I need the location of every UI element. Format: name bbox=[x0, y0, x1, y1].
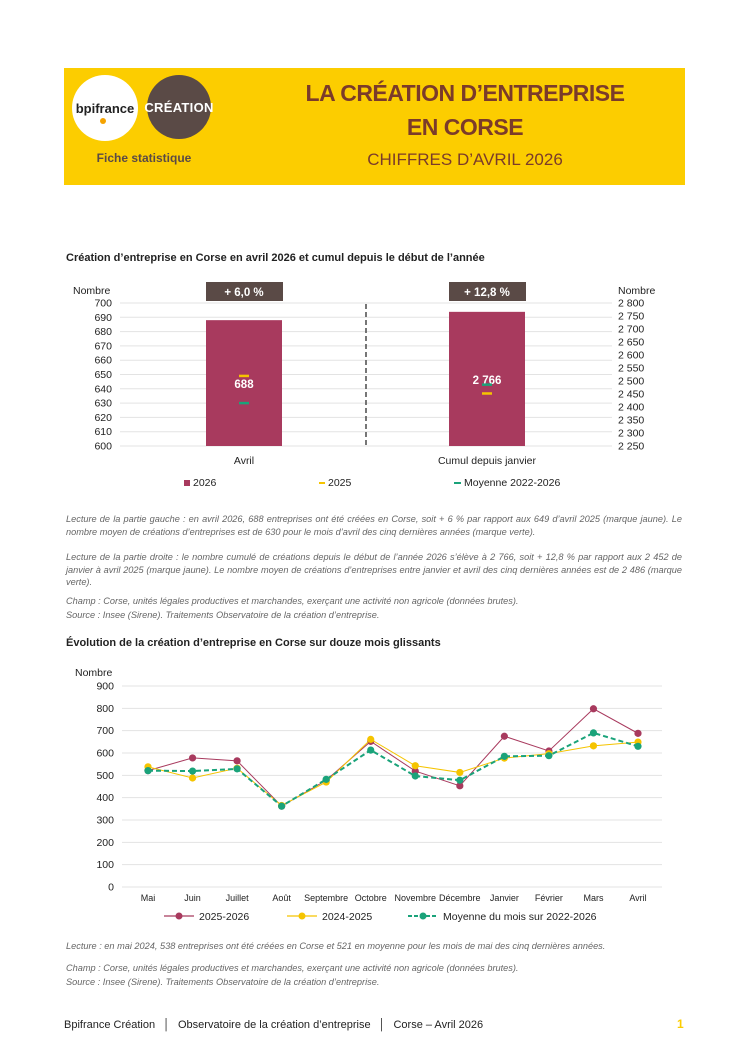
page-number: 1 bbox=[677, 1017, 684, 1031]
y-tick-label: 680 bbox=[94, 326, 112, 339]
series-point bbox=[144, 767, 151, 774]
x-tick-label: Mars bbox=[583, 893, 604, 903]
legend-label: 2024-2025 bbox=[322, 911, 373, 923]
y-tick-label: 400 bbox=[96, 792, 114, 805]
legend-swatch-2026 bbox=[184, 480, 190, 486]
series-point bbox=[634, 730, 641, 737]
series-point bbox=[412, 772, 419, 779]
section2-champ: Champ : Corse, unités légales productives et marchandes, exerçant une activité non agricole (données brutes). bbox=[66, 963, 519, 973]
y2-tick-label: 2 650 bbox=[618, 336, 645, 349]
y2-tick-label: 2 550 bbox=[618, 362, 645, 375]
section1-source: Source : Insee (Sirene). Traitements Observatoire de la création d’entreprise. bbox=[66, 610, 380, 620]
section1-note-left: Lecture de la partie gauche : en avril 2026, 688 entreprises ont été créées en Corse, soit + 6 % par rapport aux 649 d’avril 2025 (marque jaune). Le nombre moyen de créations d’entreprises est de 630 pour le mois d’avril des cinq dernières années (marque verte). bbox=[66, 514, 682, 537]
series-line-0 bbox=[148, 709, 638, 806]
series-point bbox=[278, 803, 285, 810]
y2-tick-label: 2 800 bbox=[618, 297, 645, 310]
y2-tick-label: 2 500 bbox=[618, 375, 645, 388]
series-point bbox=[590, 705, 597, 712]
y-tick-label: 900 bbox=[96, 680, 114, 693]
x-tick-label: Novembre bbox=[394, 893, 437, 903]
y-tick-label: 600 bbox=[96, 747, 114, 760]
chart-douze-mois bbox=[0, 660, 750, 940]
x-tick-label: Janvier bbox=[489, 893, 519, 903]
y-tick-label: 660 bbox=[94, 354, 112, 367]
y-axis-title: Nombre bbox=[73, 285, 111, 297]
x-tick-label: Octobre bbox=[354, 893, 387, 903]
bpifrance-logo-text: bpifrance bbox=[75, 100, 135, 116]
footer: Bpifrance Création │ Observatoire de la création d’entreprise │ Corse – Avril 2026 bbox=[64, 1019, 484, 1031]
legend-marker-2 bbox=[420, 913, 427, 920]
series-point bbox=[233, 765, 240, 772]
category-label: Avril bbox=[233, 455, 255, 467]
y2-tick-label: 2 750 bbox=[618, 310, 645, 323]
section1-champ: Champ : Corse, unités légales productives et marchandes, exerçant une activité non agricole (données brutes). bbox=[66, 596, 519, 606]
x-tick-label: Juin bbox=[184, 893, 201, 903]
y-tick-label: 800 bbox=[96, 702, 114, 715]
y-tick-label: 620 bbox=[94, 411, 112, 424]
series-point bbox=[590, 742, 597, 749]
series-point bbox=[501, 733, 508, 740]
y2-tick-label: 2 350 bbox=[618, 414, 645, 427]
logo-dot-icon bbox=[100, 118, 106, 124]
section1-note-right: Lecture de la partie droite : le nombre cumulé de créations depuis le début de l’année 2026 s’élève à 2 766, soit + 12,8 % par rapport aux 2 452 de janvier à avril 2025 (marque jaune). Le nombre moyen de créations d’entreprises entre janvier et avril des cinq dernières années est de 2 486 (marque verte). bbox=[66, 552, 682, 587]
series-point bbox=[501, 753, 508, 760]
footer-part3: Corse – Avril 2026 bbox=[393, 1019, 484, 1031]
y-tick-label: 690 bbox=[94, 311, 112, 324]
legend-label: 2025 bbox=[328, 477, 352, 489]
series-point bbox=[189, 774, 196, 781]
page-title-line2: EN CORSE bbox=[406, 114, 524, 140]
y2-axis-title: Nombre bbox=[618, 285, 656, 297]
y-axis-title: Nombre bbox=[75, 667, 113, 679]
change-label: + 6,0 % bbox=[224, 287, 264, 299]
y-tick-label: 0 bbox=[108, 881, 114, 894]
series-point bbox=[456, 769, 463, 776]
change-label: + 12,8 % bbox=[464, 287, 510, 299]
section1-title: Création d’entreprise en Corse en avril 2026 et cumul depuis le début de l’année bbox=[66, 252, 485, 264]
series-point bbox=[367, 746, 374, 753]
page-subtitle: CHIFFRES D’AVRIL 2026 bbox=[367, 150, 563, 169]
y-tick-label: 650 bbox=[94, 369, 112, 381]
legend-label: 2025-2026 bbox=[199, 911, 250, 923]
y-tick-label: 300 bbox=[96, 814, 114, 827]
y2-tick-label: 2 700 bbox=[618, 323, 645, 336]
creation-logo bbox=[144, 75, 214, 139]
bar-value-label: 688 bbox=[234, 379, 254, 391]
series-point bbox=[189, 754, 196, 761]
x-tick-label: Avril bbox=[629, 893, 647, 903]
legend-label: Moyenne du mois sur 2022-2026 bbox=[443, 911, 597, 923]
legend-marker-1 bbox=[299, 913, 306, 920]
x-tick-label: Février bbox=[534, 893, 563, 903]
y2-tick-label: 2 400 bbox=[618, 401, 645, 414]
series-point bbox=[634, 743, 641, 750]
y-tick-label: 600 bbox=[94, 440, 112, 453]
series-line-1 bbox=[148, 739, 638, 805]
x-tick-label: Juillet bbox=[225, 893, 249, 903]
y2-tick-label: 2 250 bbox=[618, 440, 645, 453]
x-tick-label: Septembre bbox=[304, 893, 349, 903]
bar-value-label: 2 766 bbox=[472, 375, 502, 387]
section2-note: Lecture : en mai 2024, 538 entreprises ont été créées en Corse et 521 en moyenne pour les mois de mai des cinq dernières années. bbox=[66, 941, 606, 951]
y2-tick-label: 2 300 bbox=[618, 427, 645, 440]
y2-tick-label: 2 600 bbox=[618, 349, 645, 362]
fiche-label: Fiche statistique bbox=[96, 151, 192, 165]
y-tick-label: 700 bbox=[96, 725, 114, 738]
creation-logo-text: CRÉATION bbox=[144, 99, 214, 115]
chart-cumul-avril bbox=[0, 270, 750, 500]
x-tick-label: Mai bbox=[140, 893, 156, 903]
y-tick-label: 500 bbox=[96, 769, 114, 782]
y-tick-label: 100 bbox=[96, 859, 114, 872]
series-point bbox=[367, 736, 374, 743]
section2-source: Source : Insee (Sirene). Traitements Observatoire de la création d’entreprise. bbox=[66, 977, 380, 987]
y-tick-label: 610 bbox=[94, 426, 112, 439]
legend-label: Moyenne 2022-2026 bbox=[464, 477, 561, 489]
series-point bbox=[545, 752, 552, 759]
category-label: Cumul depuis janvier bbox=[437, 455, 537, 467]
legend-label: 2026 bbox=[193, 477, 217, 489]
series-point bbox=[233, 757, 240, 764]
x-tick-label: Décembre bbox=[439, 893, 481, 903]
series-point bbox=[456, 777, 463, 784]
footer-part2: Observatoire de la création d’entreprise bbox=[177, 1019, 371, 1031]
series-point bbox=[412, 762, 419, 769]
y-tick-label: 630 bbox=[94, 397, 112, 410]
bpifrance-logo bbox=[72, 75, 138, 141]
section2-title: Évolution de la création d’entreprise en Corse sur douze mois glissants bbox=[66, 637, 441, 649]
y-tick-label: 700 bbox=[94, 297, 112, 310]
legend-marker-0 bbox=[176, 913, 183, 920]
y2-tick-label: 2 450 bbox=[618, 388, 645, 401]
x-tick-label: Août bbox=[272, 893, 291, 903]
series-point bbox=[323, 776, 330, 783]
footer-part1: Bpifrance Création bbox=[64, 1019, 156, 1031]
y-tick-label: 640 bbox=[94, 383, 112, 396]
y-tick-label: 670 bbox=[94, 340, 112, 353]
y-tick-label: 200 bbox=[96, 836, 114, 849]
series-line-2 bbox=[148, 733, 638, 806]
page-title-line1: LA CRÉATION D’ENTREPRISE bbox=[305, 80, 625, 106]
series-point bbox=[590, 729, 597, 736]
series-point bbox=[189, 767, 196, 774]
